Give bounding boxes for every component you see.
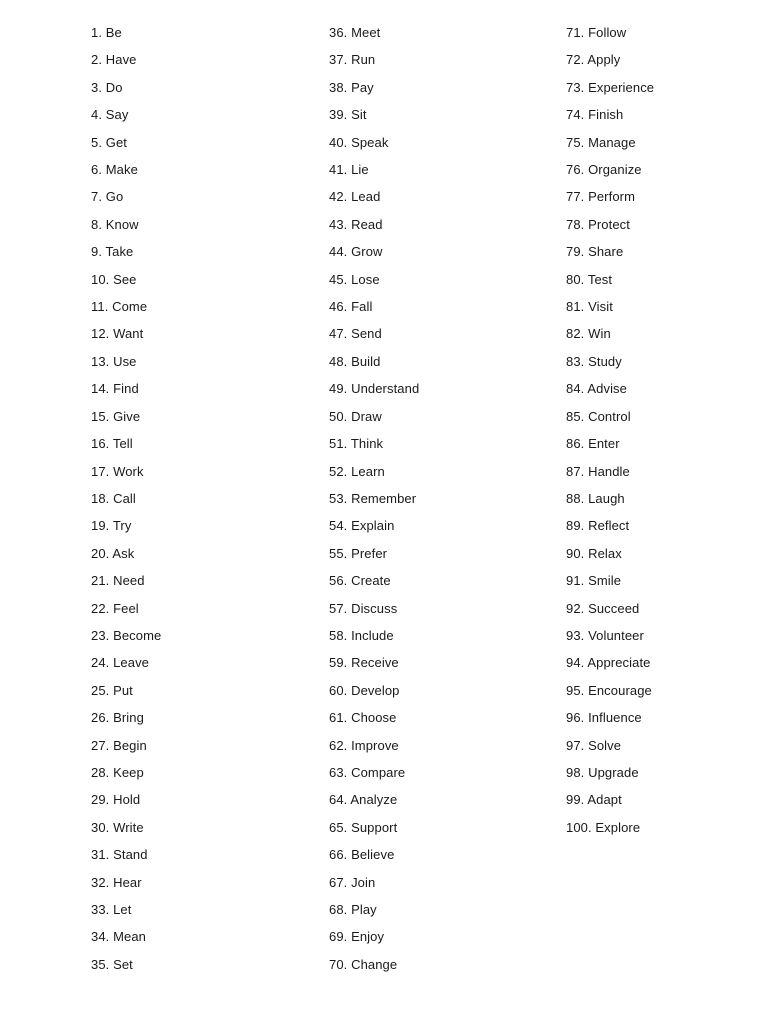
list-item: 74. Finish bbox=[566, 107, 624, 123]
list-item: 92. Succeed bbox=[566, 600, 640, 616]
list-item: 71. Follow bbox=[566, 25, 627, 40]
list-item: 67. Join bbox=[329, 874, 376, 890]
list-item: 47. Send bbox=[329, 326, 382, 342]
list-item: 37. Run bbox=[329, 52, 376, 68]
list-item: 63. Compare bbox=[329, 764, 406, 780]
list-item: 54. Explain bbox=[329, 518, 395, 534]
list-item: 84. Advise bbox=[566, 381, 627, 397]
list-item: 39. Sit bbox=[329, 107, 367, 123]
list-item: 36. Meet bbox=[329, 25, 381, 40]
list-item: 83. Study bbox=[566, 353, 622, 369]
list-item: 25. Put bbox=[91, 682, 133, 698]
word-column-3 bbox=[566, 23, 654, 845]
list-item: 87. Handle bbox=[566, 463, 630, 479]
list-item: 59. Receive bbox=[329, 655, 399, 671]
list-item: 35. Set bbox=[91, 956, 133, 972]
list-item: 93. Volunteer bbox=[566, 627, 644, 643]
list-item: 77. Perform bbox=[566, 189, 636, 205]
list-item: 23. Become bbox=[91, 627, 162, 643]
list-item: 45. Lose bbox=[329, 271, 380, 287]
list-item: 40. Speak bbox=[329, 134, 389, 150]
list-item: 91. Smile bbox=[566, 573, 622, 589]
list-item: 80. Test bbox=[566, 271, 613, 287]
list-item: 88. Laugh bbox=[566, 490, 625, 506]
list-item: 50. Draw bbox=[329, 408, 382, 424]
list-item: 90. Relax bbox=[566, 545, 622, 561]
list-item: 78. Protect bbox=[566, 216, 630, 232]
list-item: 26. Bring bbox=[91, 710, 144, 726]
list-item: 20. Ask bbox=[91, 545, 135, 561]
list-item: 86. Enter bbox=[566, 436, 620, 452]
list-item: 18. Call bbox=[91, 490, 136, 506]
list-item: 28. Keep bbox=[91, 764, 144, 780]
list-item: 15. Give bbox=[91, 408, 141, 424]
list-item: 60. Develop bbox=[329, 682, 400, 698]
list-item: 70. Change bbox=[329, 956, 398, 972]
list-item: 32. Hear bbox=[91, 874, 142, 890]
list-item: 65. Support bbox=[329, 819, 398, 835]
list-item: 82. Win bbox=[566, 326, 611, 342]
list-item: 48. Build bbox=[329, 353, 381, 369]
list-item: 85. Control bbox=[566, 408, 631, 424]
list-item: 66. Believe bbox=[329, 847, 395, 863]
list-item: 97. Solve bbox=[566, 737, 622, 753]
list-item: 52. Learn bbox=[329, 463, 385, 479]
list-item: 81. Visit bbox=[566, 299, 613, 315]
list-item: 3. Do bbox=[91, 79, 123, 95]
list-item: 75. Manage bbox=[566, 134, 636, 150]
list-item: 99. Adapt bbox=[566, 792, 622, 808]
list-item: 98. Upgrade bbox=[566, 764, 639, 780]
list-item: 8. Know bbox=[91, 216, 139, 232]
list-item: 19. Try bbox=[91, 518, 132, 534]
list-item: 41. Lie bbox=[329, 162, 369, 178]
list-item: 76. Organize bbox=[566, 162, 642, 178]
list-item: 42. Lead bbox=[329, 189, 381, 205]
list-item: 7. Go bbox=[91, 189, 124, 205]
list-item: 64. Analyze bbox=[329, 792, 398, 808]
list-item: 21. Need bbox=[91, 573, 145, 589]
list-item: 24. Leave bbox=[91, 655, 150, 671]
list-item: 12. Want bbox=[91, 326, 144, 342]
list-item: 22. Feel bbox=[91, 600, 139, 616]
list-item: 31. Stand bbox=[91, 847, 148, 863]
word-column-2 bbox=[329, 23, 419, 982]
list-item: 16. Tell bbox=[91, 436, 133, 452]
list-item: 57. Discuss bbox=[329, 600, 398, 616]
list-item: 4. Say bbox=[91, 107, 129, 123]
word-column-1 bbox=[91, 23, 161, 982]
list-item: 72. Apply bbox=[566, 52, 621, 68]
list-item: 73. Experience bbox=[566, 79, 655, 95]
list-item: 5. Get bbox=[91, 134, 128, 150]
list-item: 79. Share bbox=[566, 244, 624, 260]
list-item: 55. Prefer bbox=[329, 545, 388, 561]
list-item: 6. Make bbox=[91, 162, 138, 178]
list-item: 58. Include bbox=[329, 627, 394, 643]
list-item: 13. Use bbox=[91, 353, 137, 369]
list-item: 62. Improve bbox=[329, 737, 399, 753]
list-item: 2. Have bbox=[91, 52, 137, 68]
list-item: 27. Begin bbox=[91, 737, 147, 753]
list-item: 100. Explore bbox=[566, 819, 641, 835]
list-item: 33. Let bbox=[91, 902, 132, 917]
list-item: 10. See bbox=[91, 271, 137, 287]
list-item: 14. Find bbox=[91, 381, 139, 397]
list-item: 89. Reflect bbox=[566, 518, 630, 534]
list-item: 1. Be bbox=[91, 25, 122, 40]
list-item: 38. Pay bbox=[329, 79, 374, 95]
list-item: 29. Hold bbox=[91, 792, 141, 808]
list-item: 34. Mean bbox=[91, 929, 147, 945]
list-item: 49. Understand bbox=[329, 381, 420, 397]
list-item: 30. Write bbox=[91, 819, 144, 835]
list-item: 69. Enjoy bbox=[329, 929, 385, 945]
list-item: 96. Influence bbox=[566, 710, 642, 726]
list-item: 51. Think bbox=[329, 436, 384, 452]
list-item: 44. Grow bbox=[329, 244, 383, 260]
list-item: 11. Come bbox=[91, 299, 148, 315]
list-item: 46. Fall bbox=[329, 299, 373, 315]
list-item: 68. Play bbox=[329, 902, 377, 917]
list-item: 95. Encourage bbox=[566, 682, 652, 698]
list-item: 9. Take bbox=[91, 244, 134, 260]
list-item: 94. Appreciate bbox=[566, 655, 651, 671]
list-item: 56. Create bbox=[329, 573, 391, 589]
list-item: 17. Work bbox=[91, 463, 144, 479]
list-item: 61. Choose bbox=[329, 710, 397, 726]
list-item: 53. Remember bbox=[329, 490, 417, 506]
list-item: 43. Read bbox=[329, 216, 383, 232]
